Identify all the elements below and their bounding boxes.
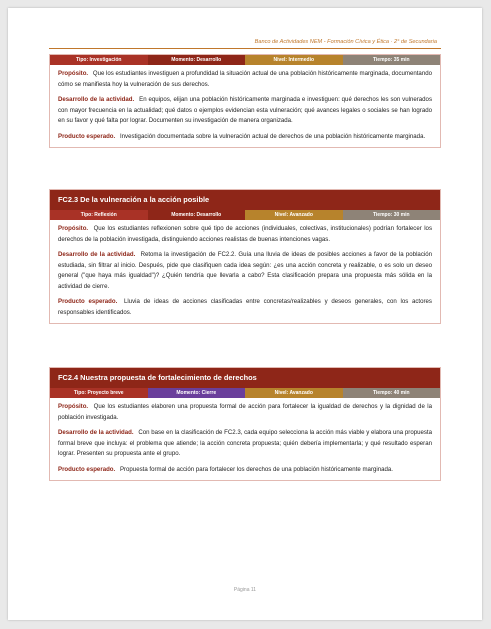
- activity-title: FC2.4 Nuestra propuesta de fortalecimiento de derechos: [50, 368, 440, 388]
- producto-text: Propuesta formal de acción para fortalecer los derechos de una población históricamente marginada.: [119, 465, 393, 473]
- header-divider: [49, 48, 441, 49]
- meta-momento: Momento: Desarrollo: [148, 210, 246, 220]
- producto-label: Producto esperado.: [58, 298, 118, 305]
- meta-tipo: Tipo: Reflexión: [50, 210, 148, 220]
- meta-nivel: Nivel: Avanzado: [245, 388, 343, 398]
- page-number: Página 11: [233, 587, 257, 593]
- proposito-label: Propósito.: [58, 70, 89, 77]
- meta-tipo: Tipo: Proyecto breve: [50, 388, 148, 398]
- desarrollo-label: Desarrollo de la actividad.: [58, 96, 135, 103]
- producto-paragraph: [58, 297, 432, 318]
- proposito-text: Que los estudiantes investiguen a profundidad la situación actual de una población históricamente marginada, documentando cómo se manifiesta hoy la vulneración de sus derechos.: [58, 70, 432, 88]
- desarrollo-paragraph: [58, 95, 432, 127]
- producto-label: Producto esperado.: [58, 132, 116, 140]
- desarrollo-text: En equipos, elijan una población históricamente marginada e investiguen: qué derechos les son vulnerados con mayor frecuencia en la actualidad; qué datos o ejemplos evidencian esta vulneración; qué avances legales o sociales se han logrado en su favor y qué falta por lograr. Documenten su investigación de manera organizada.: [58, 96, 432, 124]
- producto-label: Producto esperado.: [58, 465, 116, 473]
- proposito-text: Que los estudiantes elaboren una propuesta formal de acción para fortalecer la igualdad de derechos y la dignidad de la población investigada.: [58, 403, 432, 421]
- meta-tiempo: Tiempo: 30 min: [343, 210, 441, 220]
- producto-text: Investigación documentada sobre la vulneración actual de derechos de una población históricamente marginada.: [119, 132, 426, 140]
- proposito-text: Que los estudiantes reflexionen sobre qué tipo de acciones (individuales, colectivas, institucionales) podrían fortalecer los derechos de la población investigada, distinguiendo acciones realistas de buenas intenciones vagas.: [58, 225, 432, 243]
- meta-tipo: Tipo: Investigación: [50, 55, 148, 65]
- meta-nivel: Nivel: Avanzado: [245, 210, 343, 220]
- activity-card-fc2-3: [49, 189, 441, 324]
- meta-tiempo: Tiempo: 40 min: [343, 388, 441, 398]
- producto-paragraph: [58, 465, 432, 476]
- desarrollo-text: Retoma la investigación de FC2.2. Guía una lluvia de ideas de posibles acciones a favor de la población estudiada, sin filtrar al inicio. Después, pide que clasifiquen cada idea según: ¿es una acción concreta y realizable, o es solo un deseo general ("que haya más igualdad")? ¿Quién tendría que llevarla a cabo? Esta clasificación prepara una propuesta más sólida en la actividad de cierre.: [58, 251, 432, 290]
- desarrollo-label: Desarrollo de la actividad.: [58, 429, 134, 436]
- activity-meta-row: [50, 210, 440, 220]
- desarrollo-label: Desarrollo de la actividad.: [58, 251, 136, 258]
- proposito-paragraph: [58, 224, 432, 245]
- producto-paragraph: [58, 132, 432, 143]
- proposito-label: Propósito.: [58, 403, 89, 410]
- proposito-paragraph: [58, 402, 432, 423]
- activity-meta-row: [50, 55, 440, 65]
- desarrollo-text: Con base en la clasificación de FC2.3, cada equipo selecciona la acción más viable y elabora una propuesta formal breve que incluya: el problema que atiende; la acción concreta propuesta; quién debería implementarla; y qué resultado esperan lograr. Presenten su propuesta ante el grupo.: [58, 429, 432, 457]
- meta-momento: Momento: Desarrollo: [148, 55, 246, 65]
- activity-meta-row: [50, 388, 440, 398]
- proposito-paragraph: [58, 69, 432, 90]
- activity-title: FC2.3 De la vulneración a la acción posible: [50, 190, 440, 210]
- activity-card-fc2-2: [49, 54, 441, 148]
- desarrollo-paragraph: [58, 428, 432, 460]
- producto-text: Lluvia de ideas de acciones clasificadas entre concretas/realizables y deseos generales, con los actores responsables identificados.: [58, 298, 432, 316]
- proposito-label: Propósito.: [58, 225, 89, 232]
- running-header: Banco de Actividades NEM - Formación Cívica y Ética · 2° de Secundaria: [254, 39, 437, 45]
- document-page: [8, 8, 482, 620]
- desarrollo-paragraph: [58, 250, 432, 292]
- meta-tiempo: Tiempo: 35 min: [343, 55, 441, 65]
- meta-nivel: Nivel: Intermedio: [245, 55, 343, 65]
- meta-momento: Momento: Cierre: [148, 388, 246, 398]
- activity-card-fc2-4: [49, 367, 441, 481]
